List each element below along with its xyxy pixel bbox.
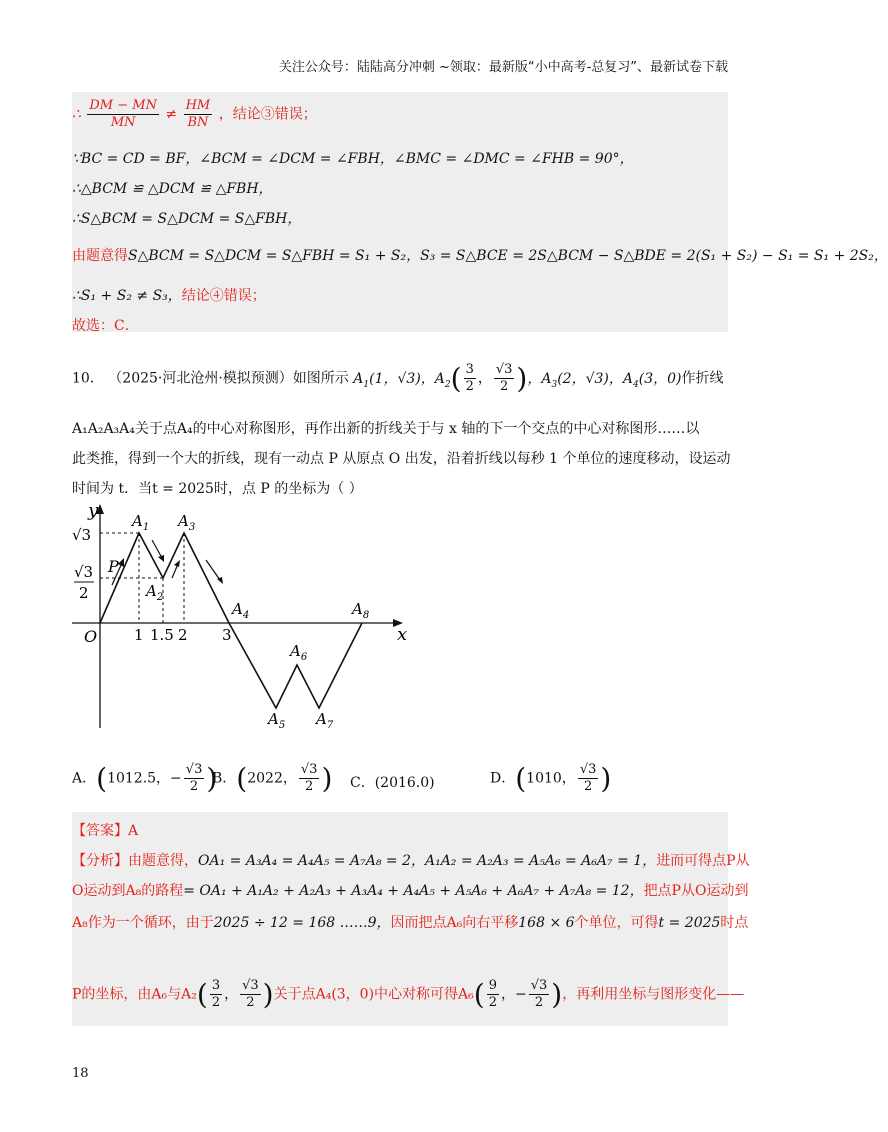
question-line-1-tail: 作折线 <box>681 370 724 387</box>
label-a4: $A_4$ <box>232 600 250 621</box>
page-number: 18 <box>72 1066 89 1081</box>
label-a6: $A_6$ <box>290 642 308 663</box>
analysis-line-1: 【分析】由题意得，OA₁ = A₃A₄ = A₄A₅ = A₇A₈ = 2，A₁A₂ = A₂A₃ = A₅A₆ = A₆A₇ = 1，进而可得点P从 <box>72 853 750 869</box>
option-a[interactable]: A．(1012.5，− $\frac{√3}{2}$ ) <box>72 762 218 795</box>
solution-line-5 <box>72 245 888 265</box>
solution-line-2: ∵BC = CD = BF，∠BCM = ∠DCM = ∠FBH，∠BMC = ∠DMC = ∠FHB = 90°， <box>72 151 634 167</box>
tick-1: 1 <box>134 626 144 644</box>
tick-2: 2 <box>178 626 188 644</box>
solution-line-5-lead: 由题意得 <box>72 248 128 264</box>
label-a3: $A_3$ <box>178 512 196 533</box>
question-source: （2025·河北沧州·模拟预测）如图所示 <box>108 370 349 387</box>
point-p: P <box>108 557 119 576</box>
tick-3: 3 <box>222 626 232 644</box>
question-line-2: A₁A₂A₃A₄关于点A₄的中心对称图形，再作出新的折线关于与 x 轴的下一个交点的中心对称图形……以 <box>72 421 700 437</box>
polyline-figure <box>72 500 432 740</box>
answer-label: 【答案】 <box>72 823 128 839</box>
solution-line-5-math: S△BCM = S△DCM = S△FBH = S₁ + S₂，S₃ = S△BCE = 2S△BCM − S△BDE = 2(S₁ + S₂) − S₁ = S₁ + 2S₂， <box>128 248 888 264</box>
page-header: 关注公众号：陆陆高分冲刺 ~领取：最新版“小中高考-总复习”、最新试卷下载 <box>278 60 728 75</box>
tick-sqrt3-under: 2 <box>79 584 89 602</box>
x-label: x <box>397 624 408 645</box>
solution-line-6 <box>72 285 266 305</box>
question-number: 10． <box>72 370 104 387</box>
solution-line-1-tail: ，结论③错误； <box>218 106 317 123</box>
tick-sqrt3-over: √3 <box>74 563 94 581</box>
solution-line-1: ∴ $\frac{DM - MN}{MN}$ ≠ $\frac{HM}{BN}$ ，结论③错误； <box>72 98 317 130</box>
label-a2: $A_2$ <box>146 582 164 603</box>
arrow-2 <box>152 540 162 558</box>
question-line-4: 时间为 t．当t = 2025时，点 P 的坐标为（ ） <box>72 481 363 497</box>
tick-sqrt3: √3 <box>72 526 92 544</box>
label-a5: $A_5$ <box>268 710 286 731</box>
solution-line-3: ∴△BCM ≌ △DCM ≌ △FBH， <box>72 181 273 197</box>
y-label: y <box>88 500 99 521</box>
analysis-line-4: P的坐标，由A₆与A₂( $\frac{3}{2}$ ， $\frac{√3}{2}$ )关于点A₄(3，0)中心对称可得A₆( $\frac{9}{2}$ ，− $\frac{√3}{2}$ )，再利用坐标与图形变化—— <box>72 978 745 1011</box>
option-d[interactable]: D．(1010， $\frac{√3}{2}$ ) <box>490 762 612 795</box>
label-a7: $A_7$ <box>316 710 334 731</box>
solution-line-7: 故选：C． <box>72 318 139 334</box>
option-b[interactable]: B．(2022， $\frac{√3}{2}$ ) <box>212 762 333 795</box>
answer-line <box>72 820 138 840</box>
analysis-line-3: A₈作为一个循环，由于2025 ÷ 12 = 168 ……9，因而把点A₆向右平移168 × 6个单位，可得t = 2025时点 <box>72 915 749 931</box>
question-line-1: 10． （2025·河北沧州·模拟预测）如图所示 $A_1(1$，√3)，$A_2$( $\frac{3}{2}$ ， $\frac{√3}{2}$ )，$A_3(2$，√3)，$A_4(3$，0)作折线 <box>72 362 724 395</box>
question-line-3: 此类推，得到一个大的折线，现有一动点 P 从原点 O 出发，沿着折线以每秒 1 个单位的速度移动，设运动 <box>72 451 731 467</box>
solution-line-6-math: ∴S₁ + S₂ ≠ S₃， <box>72 288 182 304</box>
solution-line-6-tail: 结论④错误； <box>181 288 266 304</box>
answer-value: A <box>128 823 139 839</box>
option-c[interactable]: C．(2016.0) <box>350 775 435 791</box>
origin-label: O <box>84 627 98 646</box>
solution-line-4: ∴S△BCM = S△DCM = S△FBH， <box>72 211 302 227</box>
tick-1-5: 1.5 <box>150 626 174 644</box>
analysis-line-2: O运动到A₈的路程= OA₁ + A₁A₂ + A₂A₃ + A₃A₄ + A₄A₅ + A₅A₆ + A₆A₇ + A₇A₈ = 12，把点P从O运动到 <box>72 883 749 899</box>
label-a8: $A_8$ <box>352 600 370 621</box>
arrow-4 <box>206 560 220 580</box>
label-a1: $A_1$ <box>132 512 150 533</box>
